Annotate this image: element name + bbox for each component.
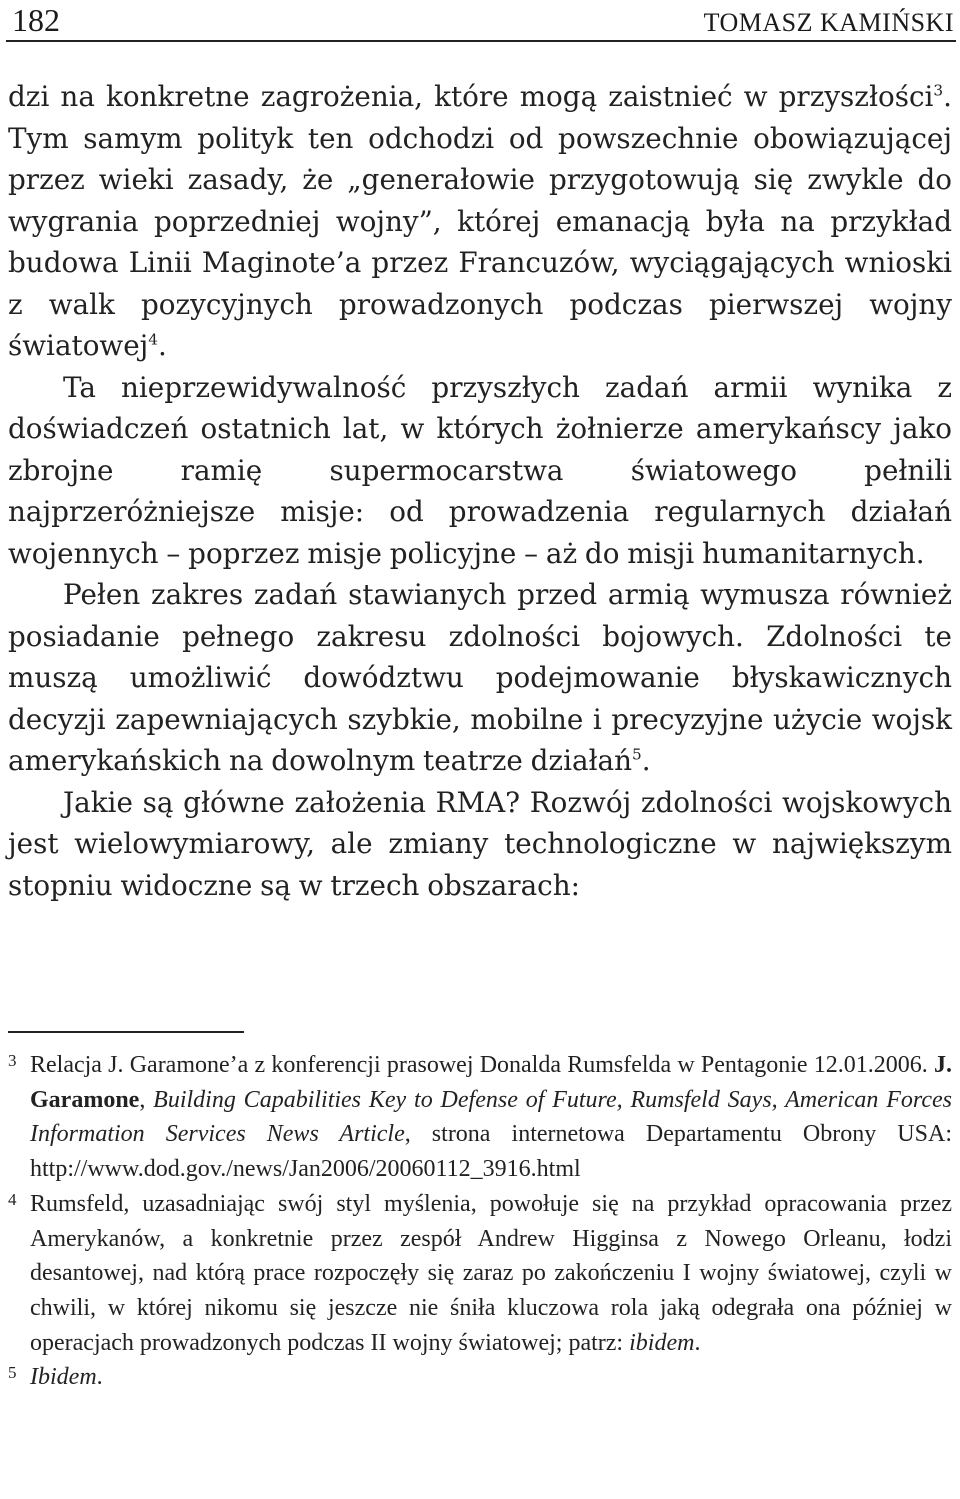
footnote-mark: 5 — [8, 1363, 17, 1383]
footnote-text: Relacja J. Garamone’a z konferencji prasowej Donalda Rumsfelda w Pentagonie 12.01.2006. J. Garamone, Building Capabilities Key to Defense of Future, Rumsfeld Says, American Forces Information Services News Article, strona internetowa Departamentu Obrony USA: http://www.dod.gov./news/Jan2006/20060112_3916.html — [30, 1052, 952, 1183]
page-number: 182 — [12, 2, 60, 38]
paragraph-1: dzi na konkretne zagrożenia, które mogą zaistnieć w przyszłości$^3$. Tym samym polityk ten odchodzi od powszechnie obowiązującej przez wieki zasady, że „generałowie przygotowują się zwykle do wygrania poprzedniej wojny”, której emanacją była na przykład budowa Linii Maginote’a przez Francuzów, wyciągających wnioski z walk pozycyjnych prowadzonych podczas pierwszej wojny światowej$^4$. — [8, 80, 952, 362]
footnote-ref-4[interactable]: 4 — [148, 330, 159, 349]
body-text — [8, 76, 952, 906]
footnote-mark: 4 — [8, 1189, 17, 1209]
running-head: TOMASZ KAMIŃSKI — [703, 8, 954, 37]
footnote-ref-3[interactable]: 3 — [933, 81, 944, 100]
footnote-url[interactable]: , strona internetowa Departamentu Obrony USA: http://www.dod.gov./news/Jan2006/20060112_3916.html — [30, 1121, 952, 1183]
page-header — [6, 0, 956, 42]
footnote-ref-5[interactable]: 5 — [632, 745, 642, 764]
footnote-mark: 3 — [8, 1051, 17, 1070]
footnote-3 — [8, 1048, 952, 1187]
footnotes — [8, 1048, 952, 1397]
paragraph-3: Pełen zakres zadań stawianych przed armią wymusza również posiadanie pełnego zakresu zdolności bojowych. Zdolności te muszą umożliwić dowództwu podejmowanie błyskawicznych decyzji zapewniających szybkie, mobilne i precyzyjne użycie wojsk amerykańskich na dowolnym teatrze działań$^5$. — [8, 578, 952, 777]
footnote-5 — [8, 1360, 952, 1397]
footnote-4 — [8, 1187, 952, 1361]
footnote-text: Rumsfeld, uzasadniając swój styl myślenia, powołuje się na przykład opracowania przez Amerykanów, a konkretnie przez zespół Andrew Higginsa z Nowego Orleanu, łodzi desantowej, nad którą prace rozpoczęły się zaraz po zakończeniu I wojny światowej, czyli w chwili, w której nikomu się jeszcze nie śniła kluczowa rola jaką odegrała ona później w operacjach prowadzonych podczas II wojny światowej; patrz: ibidem. — [30, 1190, 952, 1356]
paragraph-2: Ta nieprzewidywalność przyszłych zadań armii wynika z doświadczeń ostatnich lat, w których żołnierze amerykańscy jako zbrojne ramię supermocarstwa światowego pełnili najprzeróżniejsze misje: od prowadzenia regularnych działań wojennych – poprzez misje policyjne – aż do misji humanitarnych. — [8, 370, 952, 570]
footnote-text: Ibidem. — [30, 1364, 103, 1391]
footnote-separator — [8, 1031, 244, 1033]
paragraph-4: Jakie są główne założenia RMA? Rozwój zdolności wojskowych jest wielowymiarowy, ale zmiany technologiczne w największym stopniu widoczne są w trzech obszarach: — [8, 785, 952, 902]
